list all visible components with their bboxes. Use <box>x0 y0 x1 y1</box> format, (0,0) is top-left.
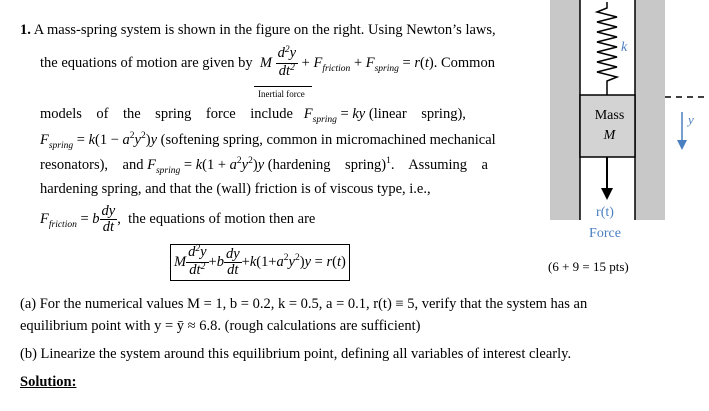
part-a-line-1: (a) For the numerical values M = 1, b = 0.2, k = 0.5, a = 0.1, r(t) ≡ 5, verify that the system has an <box>20 296 588 312</box>
hardening-line: resonators), and $F_{spring} = k(1 + a^2y^2)y$ (hardening spring)$^1$. Assuming a <box>40 156 488 176</box>
eq-motion-text: , the equations of motion then are <box>117 210 316 227</box>
softening-line: $F_{spring} = k(1 - a^2y^2)y$ (softening spring, common in micromachined mechanical <box>40 131 496 151</box>
hardening-note: (hardening spring) <box>267 157 387 173</box>
softening-note: (softening spring, common in micromachined mechanical <box>160 132 496 148</box>
common-text: . Common <box>433 54 495 71</box>
first-derivative: $\frac{dy}{dt}$ <box>101 203 116 235</box>
y-label: y <box>688 112 694 127</box>
points-label: (6 + 9 = 15 pts) <box>548 259 629 274</box>
problem-number: 1. <box>20 22 31 38</box>
assuming-text: . Assuming a <box>390 157 488 173</box>
left-wall <box>550 0 580 220</box>
mass-symbol: M <box>603 128 616 143</box>
mass-label: Mass <box>594 108 625 123</box>
part-b: (b) Linearize the system around this equilibrium point, defining all variables of interest clearly. <box>20 346 572 362</box>
force-word-label: Force <box>589 226 621 241</box>
problem-line-1 <box>20 22 496 39</box>
y-arrow-icon <box>677 140 687 150</box>
mass-spring-figure <box>540 0 709 230</box>
models-text: models of the spring force include <box>40 106 293 122</box>
equation-intro: the equations of motion are given by <box>40 54 253 71</box>
equation-line: the equations of motion are given by M $\frac{d^2y}{dt^2}$ + $F_{friction} + F_{spring} = r(t)$. Common <box>40 45 495 79</box>
spring <box>597 2 617 95</box>
resonators-text: resonators), and <box>40 157 144 173</box>
models-line: models of the spring force include $F_{spring}$ = ky (linear spring), <box>40 106 466 125</box>
linear-note: (linear spring), <box>368 106 466 122</box>
right-wall <box>635 0 665 220</box>
problem-intro: A mass-spring system is shown in the figure on the right. Using Newton’s laws, <box>33 22 496 38</box>
mass-block <box>580 95 635 157</box>
hardening-friction-line: hardening spring, and that the (wall) friction is of viscous type, i.e., <box>40 181 431 197</box>
underbrace-line <box>254 86 312 87</box>
solution-label: Solution: <box>20 374 77 390</box>
spring-label: k <box>621 40 628 55</box>
inertial-force-label: Inertial force <box>258 89 305 99</box>
second-derivative: $\frac{d^2y}{dt^2}$ <box>277 45 297 79</box>
boxed-equation: M $\frac{d^2y}{dt^2}$ +b $\frac{dy}{dt}$ $+k(1+a^2y^2)y = r(t)$ <box>170 244 350 281</box>
force-label: r(t) <box>596 205 614 220</box>
part-a-line-2: equilibrium point with y = ȳ ≈ 6.8. (rough calculations are sufficient) <box>20 318 421 334</box>
friction-line: $F_{friction} = b$ $\frac{dy}{dt}$ , the equations of motion then are <box>40 203 316 235</box>
force-arrow-icon <box>601 188 613 200</box>
